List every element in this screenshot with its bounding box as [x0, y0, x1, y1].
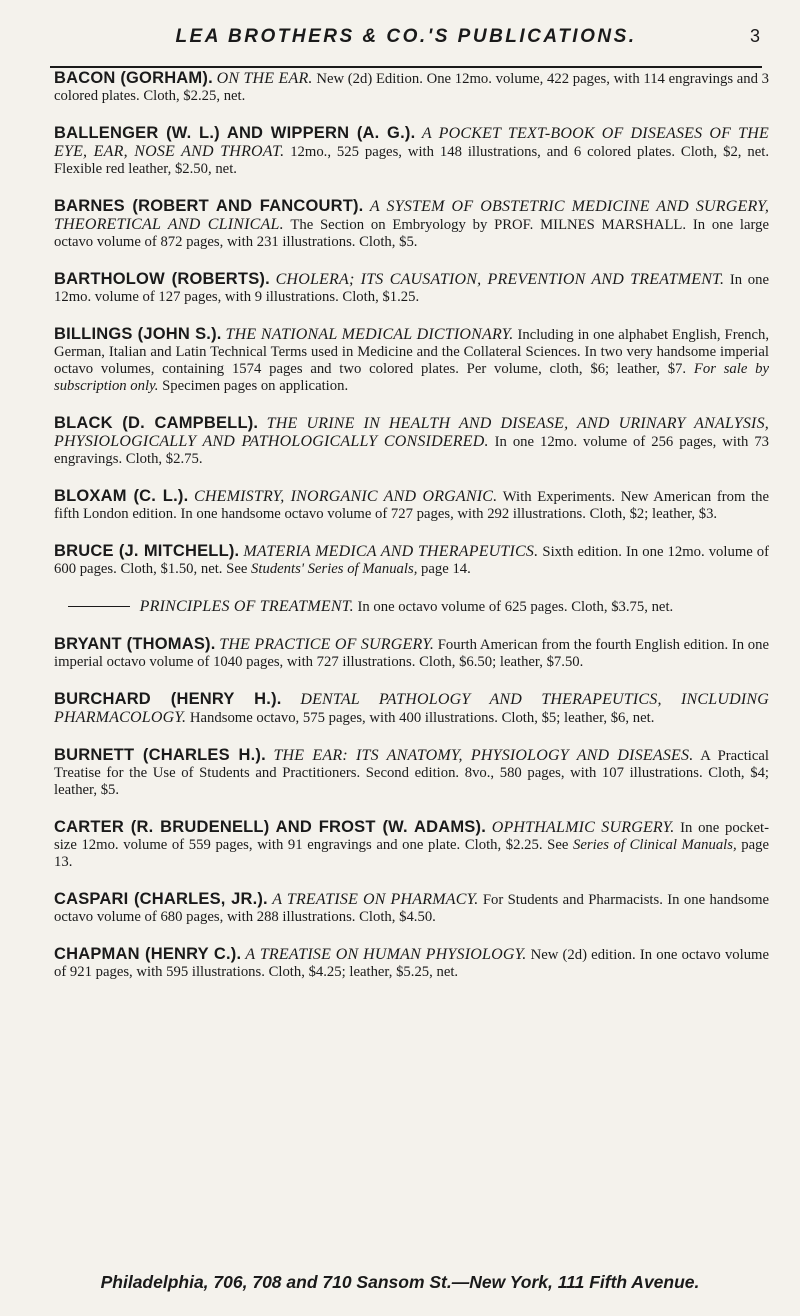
entry-author: BARNES (ROBERT AND FANCOURT). — [54, 197, 364, 215]
catalog-entry-barnes — [54, 198, 769, 251]
entry-description: The Section on Embryology by PROF. MILNES MARSHALL. In one large octavo volume of 872 pages, with 231 illustrations. Cloth, $5. — [54, 217, 769, 250]
entry-author: CARTER (R. BRUDENELL) AND FROST (W. ADAMS). — [54, 818, 486, 836]
ditto-rule — [68, 606, 130, 607]
catalog-entry-carter — [54, 819, 769, 871]
entry-description: In one 12mo. volume of 127 pages, with 9 illustrations. Cloth, $1.25. — [54, 272, 769, 305]
entry-title: PRINCIPLES OF TREATMENT. — [139, 598, 354, 615]
running-head — [50, 22, 762, 68]
catalog-entry-bruce — [54, 543, 769, 578]
catalog-entry-black — [54, 415, 769, 468]
catalog-entry-billings — [54, 326, 769, 395]
entry-description: New (2d) Edition. One 12mo. volume, 422 pages, with 114 engravings and 3 colored plates. Cloth, $2.25, net. — [54, 71, 770, 104]
publisher-imprint: Philadelphia, 706, 708 and 710 Sansom St.—New York, 111 Fifth Avenue. — [100, 1272, 700, 1292]
entry-title: CHOLERA; ITS CAUSATION, PREVENTION AND TREATMENT. — [275, 271, 725, 288]
entry-title: A POCKET TEXT-BOOK OF DISEASES OF THE EYE, EAR, NOSE AND THROAT. — [54, 125, 769, 160]
entry-author: BACON (GORHAM). — [54, 69, 213, 87]
catalog-entry-bloxam — [54, 488, 769, 523]
entry-description: In one octavo volume of 625 pages. Cloth, $3.75, net. — [357, 599, 674, 615]
entry-author: BURNETT (CHARLES H.). — [54, 746, 266, 764]
entry-note: page 14. — [421, 561, 471, 577]
entry-description: New (2d) edition. In one octavo volume of 921 pages, with 595 illustrations. Cloth, $4.25; leather, $5.25, net. — [54, 947, 770, 980]
entry-description: In one pocket-size 12mo. volume of 559 pages, with 91 engravings and one plate. Cloth, $2.25. See — [54, 820, 770, 853]
entry-title: A TREATISE ON PHARMACY. — [272, 891, 479, 908]
catalog-entry-bartholow — [54, 271, 769, 306]
entry-description: Sixth edition. In one 12mo. volume of 600 pages. Cloth, $1.50, net. See — [54, 544, 770, 577]
entry-note: Specimen pages on application. — [162, 378, 349, 394]
entry-title: THE EAR: ITS ANATOMY, PHYSIOLOGY AND DISEASES. — [273, 747, 694, 764]
entry-note-italic: Series of Clinical Manuals, — [573, 837, 737, 853]
catalog-entry-bruce-principles — [54, 598, 769, 616]
entry-author: BARTHOLOW (ROBERTS). — [54, 270, 270, 288]
catalog-entries — [54, 70, 769, 1001]
page-number: 3 — [749, 26, 760, 46]
entry-description: For Students and Pharmacists. In one handsome octavo volume of 680 pages, with 288 illustrations. Cloth, $4.50. — [54, 892, 770, 925]
entry-author: BALLENGER (W. L.) AND WIPPERN (A. G.). — [54, 124, 416, 142]
entry-author: BLOXAM (C. L.). — [54, 487, 189, 505]
entry-note-italic: For sale by subscription only. — [54, 361, 769, 394]
entry-title: THE NATIONAL MEDICAL DICTIONARY. — [225, 326, 514, 343]
entry-description: Fourth American from the fourth English edition. In one imperial octavo volume of 1040 pages, with 727 illustrations. Cloth, $6.50; leather, $7.50. — [54, 637, 770, 670]
entry-description: Including in one alphabet English, French, German, Italian and Latin Technical Terms used in Medicine and the Collateral Sciences. In two very handsome imperial octavo volumes, containing 1574 pages and two colored plates. Per volume, cloth, $6; leather, $7. — [54, 327, 769, 377]
entry-title: MATERIA MEDICA AND THERAPEUTICS. — [243, 543, 539, 560]
entry-title: THE URINE IN HEALTH AND DISEASE, AND URINARY ANALYSIS, PHYSIOLOGICALLY AND PATHOLOGICALLY CONSIDERED. — [54, 415, 769, 450]
entry-note-italic: Students' Series of Manuals, — [251, 561, 418, 577]
entry-description: In one 12mo. volume of 256 pages, with 73 engravings. Cloth, $2.75. — [54, 434, 770, 467]
entry-author: BRUCE (J. MITCHELL). — [54, 542, 240, 560]
catalog-entry-chapman — [54, 946, 769, 981]
entry-title: ON THE EAR. — [216, 70, 313, 87]
entry-title: A TREATISE ON HUMAN PHYSIOLOGY. — [245, 946, 527, 963]
catalog-entry-bryant — [54, 636, 769, 671]
entry-author: CASPARI (CHARLES, JR.). — [54, 890, 268, 908]
entry-author: BRYANT (THOMAS). — [54, 635, 216, 653]
entry-note: page 13. — [54, 837, 770, 870]
catalog-entry-burnett — [54, 747, 769, 799]
entry-title: A SYSTEM OF OBSTETRIC MEDICINE AND SURGERY, THEORETICAL AND CLINICAL. — [54, 198, 770, 233]
entry-author: BILLINGS (JOHN S.). — [54, 325, 222, 343]
entry-author: CHAPMAN (HENRY C.). — [54, 945, 242, 963]
entry-description: A Practical Treatise for the Use of Students and Practitioners. Second edition. 8vo., 580 pages, with 107 illustrations. Cloth, $4; leather, $5. — [54, 748, 769, 798]
entry-description: Handsome octavo, 575 pages, with 400 illustrations. Cloth, $5; leather, $6, net. — [189, 710, 655, 726]
entry-title: CHEMISTRY, INORGANIC AND ORGANIC. — [194, 488, 498, 505]
running-title: LEA BROTHERS & CO.'S PUBLICATIONS. — [175, 26, 637, 47]
catalog-entry-burchard — [54, 691, 769, 727]
entry-description: 12mo., 525 pages, with 148 illustrations, and 6 colored plates. Cloth, $2, net. Flexible red leather, $2.50, net. — [54, 144, 769, 177]
entry-author: BURCHARD (HENRY H.). — [54, 690, 282, 708]
catalog-entry-bacon — [54, 70, 769, 105]
entry-title: OPHTHALMIC SURGERY. — [491, 819, 675, 836]
entry-title: THE PRACTICE OF SURGERY. — [219, 636, 435, 653]
catalog-entry-caspari — [54, 891, 769, 926]
catalog-entry-ballenger — [54, 125, 769, 178]
entry-title: DENTAL PATHOLOGY AND THERAPEUTICS, INCLUDING PHARMACOLOGY. — [54, 691, 770, 726]
entry-author: BLACK (D. CAMPBELL). — [54, 414, 259, 432]
entry-description: With Experiments. New American from the fifth London edition. In one handsome octavo volume of 727 pages, with 292 illustrations. Cloth, $2; leather, $3. — [54, 489, 769, 522]
